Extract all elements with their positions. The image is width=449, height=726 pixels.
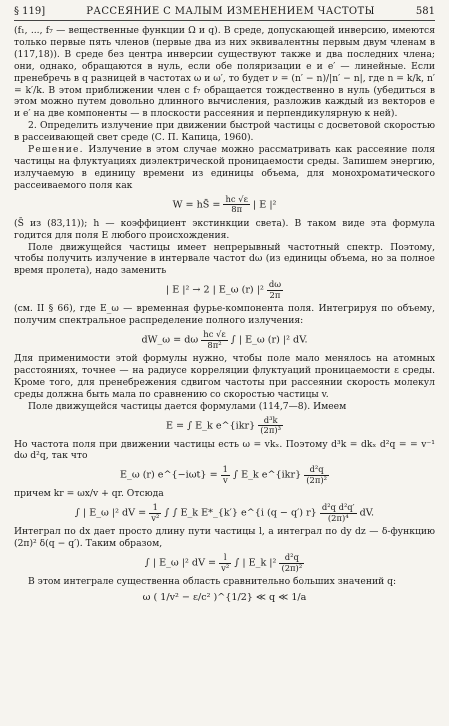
paragraph-6: (см. II § 66), где E_ω — временная фурье-компонента поля. Интегрируя по объему, получим спектральное распределение полного излучения: <box>14 303 435 327</box>
equation-1: W = hS̄ = $\frac{hc √\varepsilon}{8\pi}$ | E |² <box>172 193 277 215</box>
equation-7: ∫ | E_ω |² dV = $\frac{l}{\text{v²}}$ ∫ | E_k |² $\frac{\text{d²q}}{\text{(2π)²}}$ <box>144 552 303 573</box>
solution-label: Решение. <box>28 144 84 156</box>
equation-2: | E |² → 2 | E_ω (r) |² $\frac{d\omega}{2\pi}$ <box>165 279 282 300</box>
paragraph-4: (S̄ из (83,11)); h — коэффициент экстинкции света). В таком виде эта формула годится для поля E любого происхождения. <box>14 217 435 241</box>
equation-5: E_ω (r) e^{−iωt} = $\frac{1}{v}$ ∫ E_k e^{ikr} $\frac{\text{d²q}}{\text{(2π)²}}$ <box>120 464 327 485</box>
running-header <box>14 6 435 21</box>
equation-3: dW_ω = dω $\frac{hc √\varepsilon}{\text{8π²}}$ ∫ | E_ω (r) |² dV. <box>141 329 308 350</box>
solution-text: Излучение в этом случае можно рассматривать как рассеяние поля частицы на флуктуациях диэлектрической проницаемости среды. Запишем энергию, излучаемую в единицу времени из единицы объема, для монохроматического рассеиваемого поля как <box>14 144 435 191</box>
running-title: РАССЕЯНИЕ С МАЛЫМ ИЗМЕНЕНИЕМ ЧАСТОТЫ <box>86 6 375 17</box>
equation-4: E = ∫ E_k e^{ikr} $\frac{\text{d³k}}{\text{(2π)³}}$ <box>165 414 282 436</box>
paragraph-11: Интеграл по dx дает просто длину пути частицы l, а интеграл по dy dz — δ-функцию (2π)² δ(q − q′). Таким образом, <box>14 526 435 550</box>
paragraph-5: Поле движущейся частицы имеет непрерывный частотный спектр. Поэтому, чтобы получить излучение в интервале частот dω (из единицы объема, но за полное время пролета), надо заменить <box>14 241 435 277</box>
section-number: § 119] <box>14 6 46 17</box>
problem-2: 2. Определить излучение при движении быстрой частицы с досветовой скоростью в рассеивающей свет среде (С. П. Капица, 1960). <box>14 120 435 144</box>
paragraph-8: Поле движущейся частицы дается формулами (114,7—8). Имеем <box>28 400 347 412</box>
solution-paragraph <box>14 144 435 192</box>
paragraph-1: (f₁, ..., f₇ — вещественные функции Ω и q). В среде, допускающей инверсию, имеются только первые пять членов (первые два из них эквивалентны первым двум членам в (117,18)). В среде без центра инверсии существуют также и два последних члена; они, однако, обращаются в нуль, если обе поляризации e и e′ — линейные. Если пренебречь в q разницей в частотах ω и ω′, то будет ν = (n′ − n)/|n′ − n|, где n = k/k, n′ = k′/k. В этом приближении член с f₇ обращается тождественно в нуль (убедиться в этом можно путем довольно длинного вычисления, разложив каждый из векторов e и e′ на две компоненты — в плоскости рассеяния и перпендикулярную к ней). <box>14 25 435 120</box>
equation-6: ∫ | E_ω |² dV = $\frac{1}{\text{v²}}$ ∫ ∫ E_k E*_{k′} e^{i (q − q′) r} $\frac{\text{d²q d²q′}}{\text{(2π)⁴}}$ dV. <box>74 502 375 523</box>
paragraph-9: Но частота поля при движении частицы есть ω = vkₓ. Поэтому d³k = dkₓ d²q = = v⁻¹ dω d²q, так что <box>14 438 435 462</box>
paragraph-12: В этом интеграле существенна область сравнительно больших значений q: <box>28 576 397 588</box>
paragraph-7: Для применимости этой формулы нужно, чтобы поле мало менялось на атомных расстояниях, точнее — на радиусе корреляции флуктуаций проницаемости ε среды. Кроме того, для пренебрежения сдвигом частоты при рассеянии скорость молекул среды должна быть мала по сравнению со скоростью частицы v. <box>14 353 435 400</box>
page-number: 581 <box>415 6 435 17</box>
paragraph-10: причем kr = ωx/v + qr. Отсюда <box>14 488 164 500</box>
equation-8: ω ( 1/v² − ε/c² )^{1/2} ≪ q ≪ 1/a <box>142 592 307 603</box>
